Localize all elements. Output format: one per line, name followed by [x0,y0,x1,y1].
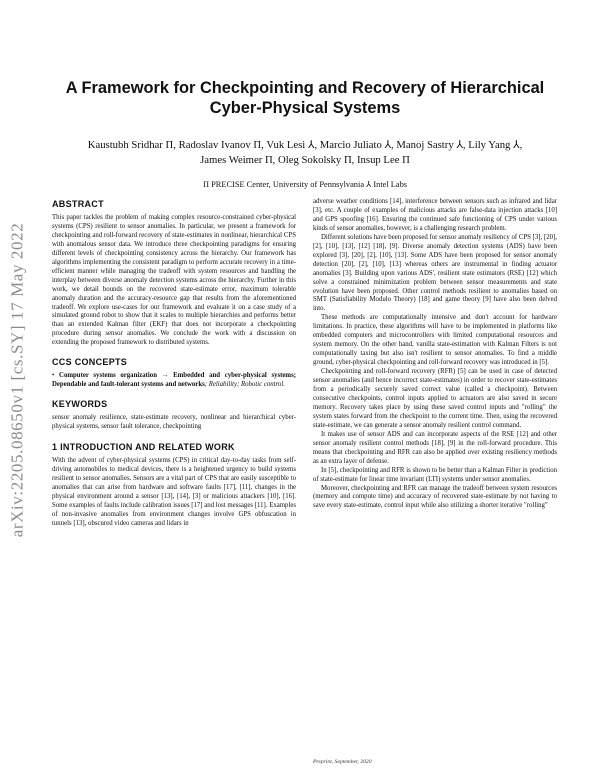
left-column [52,198,296,529]
paper-title: A Framework for Checkpointing and Recovery of Hierarchical Cyber-Physical Systems [65,79,545,117]
arxiv-stamp-text: arXiv:2205.08650v1 [cs.SY] 17 May 2022 [7,222,27,538]
preprint-footer: Preprint, September, 2020 [313,759,372,765]
introduction-section [52,441,296,529]
ccs-text [52,372,296,390]
author-list [52,138,558,168]
right-paragraph-2: Different solutions have been proposed for sensor anomaly resiliency of CPS [3], [20], [2], [10], [13], [12] [18], [9]. Diverse anomaly detection systems (ADS) have been explored [3], [20], [2], [10], [13]. Some ADS have been proposed for sensor anomaly detection [20], [2], [10], [13] whereas others are instrumental in finding actuator anomalies [3]. Building upon various ADS', resilient state estimators (RSE) [12] which solve a constrained minimization problem between sensor measurements and state evolution have been proposed. Other control methods resilient to anomalies based on SMT (Satisfiability Modulo Theory) [18] and game theory [9] have also been delved into. [313,233,557,313]
keywords-section [52,398,296,432]
abstract-section [52,198,296,348]
right-paragraph-6: In [5], checkpointing and RFR is shown to be better than a Kalman Filter in prediction of state-estimate for linear time invariant (LTI) systems under sensor anomalies. [313,466,557,483]
ccs-concepts-section [52,356,296,390]
abstract-heading: ABSTRACT [52,199,104,209]
author-line-2: James Weimer Π, Oleg Sokolsky Π, Insup Lee Π [200,154,410,166]
keywords-text: sensor anomaly resilience, state-estimate recovery, nonlinear and hierarchical cyber-physical systems, sensor fault tolerance, checkpointing [52,414,296,431]
right-paragraph-7: Moreover, checkpointing and RFR can manage the tradeoff between system resources (memory and compute time) and accuracy of recovered state-estimate by not having to save every state-estimate, control input while also utilizing a shorter iterative "rolling" [313,484,557,510]
right-paragraph-3: These methods are computationally intensive and don't account for hardware limitations. In practice, these algorithms will have to be implemented in platforms like embedded computers and microcontrollers with limited computational resources and system memory. On the other hand, vanilla state-estimation with Kalman Filters is not computationally taxing but also isn't resilient to sensor anomalies. To find a middle ground, cyber-physical checkpointing and roll-forward recovery was introduced in [5]. [313,314,557,367]
author-line-1: Kaustubh Sridhar Π, Radoslav Ivanov Π, Vuk Lesi ⅄, Marcio Juliato ⅄, Manoj Sastry ⅄, Lily Yang ⅄, [87,139,523,151]
introduction-paragraph-1: With the advent of cyber-physical systems (CPS) in critical day-to-day tasks from self-driving automobiles to medical devices, there is a heightened urgency to build systems resilient to sensor anomalies. Sensors are a vital part of CPS that are easily susceptible to anomalies that can arise from hardware and software faults [17], [11], changes in the physical environment around a sensor [13], [14], [3] or malicious attackers [10], [16]. Some examples of faults include calibration issues [17] and lost messages [11]. Examples of non-invasive anomalies from environment changes involve GPS obfuscation in tunnels [13], obscured video cameras and lidars in [52,457,296,527]
right-paragraph-4: Checkpointing and roll-forward recovery (RFR) [5] can be used in case of detected sensor anomalies (and hence incorrect state-estimates) in order to recover state-estimates from a periodically securely saved correct value (called a checkpoint). Between consecutive checkpoints, control inputs applied to actuators are also saved in secure memory. Recovery takes place by using these saved control inputs and "rolling" the system states forward from the checkpoint to the current time. Then, using the recovered state-estimate, we can generate a sensor anomaly resilient control command. [313,368,557,429]
keywords-heading: KEYWORDS [52,399,108,410]
ccs-italic-terms: ; Reliability; Robotic control. [204,381,285,389]
right-paragraph-1: adverse weather conditions [14], interference between sensors such as infrared and lidar [3], etc. A couple of examples of malicious attacks are false-data injection attacks [10] and GPS spoofing [16]. Ensuring the continued safe functioning of CPS under various kinds of sensor anomalies, however, is a challenging research problem. [313,198,557,232]
ccs-heading: CCS CONCEPTS [52,357,128,368]
ccs-bullet: • [52,372,60,380]
affiliations: Π PRECISE Center, University of Pennsylvania ⅄ Intel Labs [202,180,408,189]
right-column [313,198,557,511]
right-paragraph-5: It makes use of sensor ADS and can incorporate aspects of the RSE [12] and other sensor anomaly resilient control methods [18], [9] in the roll-forward procedure. This means that checkpointing and RFR can also be applied over existing resiliency methods as an extra layer of defense. [313,430,557,465]
ccs-bold-terms: Computer systems organization → Embedded and cyber-physical systems; Dependable and fault-tolerant systems and networks [52,372,296,389]
introduction-heading: 1 INTRODUCTION AND RELATED WORK [52,442,235,453]
arxiv-stamp [4,190,30,570]
abstract-text: This paper tackles the problem of making complex resource-constrained cyber-physical systems (CPS) resilient to sensor anomalies. In particular, we present a framework for checkpointing and roll-forward recovery of state-estimates in nonlinear, hierarchical CPS with anomalous sensor data. We introduce three checkpointing paradigms for ensuring different levels of checkpointing consistency across the hierarchy. Our framework has algorithms implementing the consistent paradigm to perform accurate recovery in a time-efficient manner while managing the tradeoff with system resources and handling the interplay between diverse anomaly detection systems across the hierarchy. Further in this work, we detail bounds on the recovered state-estimate error, maximum tolerable anomaly duration and the accuracy-resource gap that results from the aforementioned tradeoff. We explore use-cases for our framework and evaluate it on a case study of a simulated ground robot to show that it scales to multiple hierarchies and performs better than an extended Kalman filter (EKF) that does not incorporate a checkpointing procedure during sensor anomalies. We conclude the work with a discussion on extending the proposed framework to distributed systems. [52,214,296,347]
